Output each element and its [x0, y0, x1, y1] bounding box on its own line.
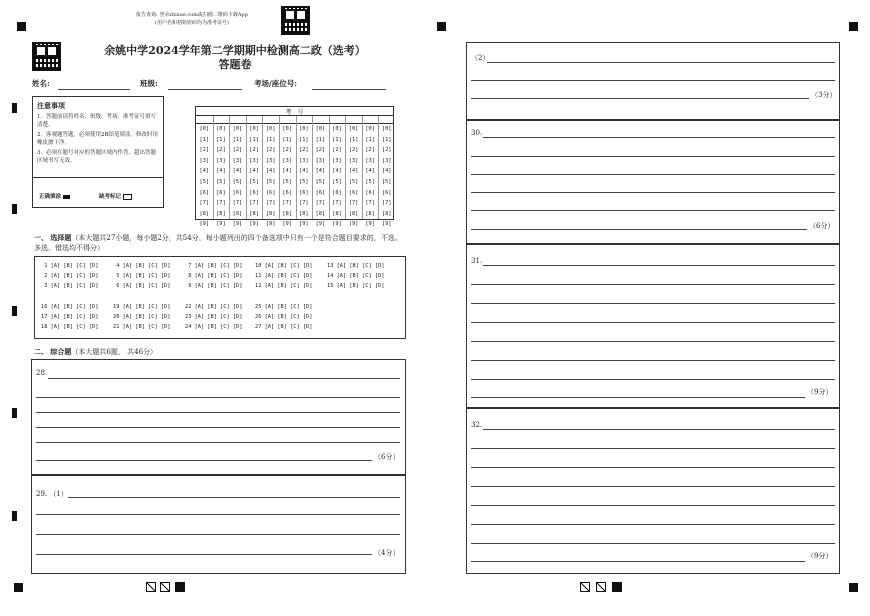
name-field[interactable]: [58, 89, 130, 90]
exam-digit-bubble[interactable]: [7]: [315, 200, 326, 207]
choice-question-14[interactable]: 14 [A] [B] [C] [D]: [327, 273, 385, 279]
exam-number-column[interactable]: [312, 124, 329, 230]
exam-digit-bubble[interactable]: [5]: [299, 178, 309, 185]
answer-line[interactable]: [68, 497, 400, 498]
answer-line[interactable]: [471, 486, 835, 487]
exam-digit-bubble[interactable]: [4]: [265, 168, 276, 175]
exam-digit-bubble[interactable]: [9]: [265, 221, 276, 228]
exam-digit-bubble[interactable]: [9]: [365, 221, 375, 228]
answer-line[interactable]: [36, 427, 400, 428]
choice-question-4[interactable]: 4 [A] [B] [C] [D]: [113, 263, 171, 269]
exam-digit-bubble[interactable]: [9]: [282, 221, 292, 228]
choice-question-9[interactable]: 9 [A] [B] [C] [D]: [185, 283, 243, 289]
choice-question-16[interactable]: 16 [A] [B] [C] [D]: [41, 304, 99, 310]
choice-question-22[interactable]: 22 [A] [B] [C] [D]: [185, 304, 243, 310]
exam-number-column[interactable]: [213, 124, 230, 230]
answer-line[interactable]: [471, 80, 835, 81]
answer-line[interactable]: [36, 514, 400, 515]
missing-mark-label: 缺考标记: [99, 193, 132, 201]
exam-digit-bubble[interactable]: [6]: [282, 189, 292, 196]
exam-digit-bubble[interactable]: [2]: [299, 147, 309, 154]
answer-box-31: [466, 244, 840, 408]
answer-box-29: [31, 475, 406, 574]
exam-digit-bubble[interactable]: [0]: [216, 126, 226, 132]
answer-line[interactable]: [471, 322, 835, 323]
exam-digit-bubble[interactable]: [4]: [381, 168, 392, 175]
exam-digit-bubble[interactable]: [8]: [299, 210, 309, 217]
question-29-score: （4分）: [374, 549, 400, 557]
answer-line[interactable]: [471, 341, 835, 342]
answer-line[interactable]: [471, 505, 835, 506]
exam-digit-bubble[interactable]: [4]: [365, 168, 375, 175]
exam-number-column[interactable]: [262, 124, 279, 230]
exam-digit-bubble[interactable]: [3]: [265, 157, 276, 164]
choice-question-18[interactable]: 18 [A] [B] [C] [D]: [41, 324, 99, 330]
exam-digit-bubble[interactable]: [4]: [216, 168, 226, 175]
exam-digit-bubble[interactable]: [7]: [216, 200, 226, 207]
exam-digit-bubble[interactable]: [4]: [249, 168, 259, 175]
exam-digit-bubble[interactable]: [0]: [282, 126, 292, 132]
exam-digit-bubble[interactable]: [2]: [365, 147, 375, 154]
exam-digit-bubble[interactable]: [1]: [332, 136, 342, 143]
timing-mark: [12, 511, 17, 521]
exam-digit-bubble[interactable]: [6]: [381, 189, 392, 196]
exam-digit-bubble[interactable]: [1]: [299, 136, 309, 143]
exam-digit-bubble[interactable]: [5]: [332, 178, 342, 185]
answer-line[interactable]: [36, 442, 400, 443]
question-29-label: 29. （1）: [36, 490, 68, 498]
answer-line[interactable]: [487, 62, 835, 63]
exam-digit-bubble[interactable]: [7]: [249, 200, 259, 207]
page-code-box: [580, 582, 590, 592]
exam-digit-bubble[interactable]: [4]: [348, 168, 359, 175]
exam-digit-bubble[interactable]: [1]: [381, 136, 392, 143]
question-29-2-score: （3分）: [811, 91, 837, 99]
answer-line[interactable]: [471, 448, 835, 449]
answer-line[interactable]: [471, 379, 835, 380]
exam-digit-bubble[interactable]: [6]: [232, 189, 243, 196]
page-title: 余姚中学2024学年第二学期期中检测高二政（选考）: [104, 44, 366, 57]
question-28-score: （6分）: [374, 453, 400, 461]
exam-digit-bubble[interactable]: [4]: [199, 168, 210, 175]
class-label: 班级:: [140, 79, 158, 88]
exam-digit-bubble[interactable]: [8]: [381, 210, 392, 217]
answer-line[interactable]: [471, 397, 805, 398]
exam-digit-bubble[interactable]: [5]: [348, 178, 359, 185]
choice-question-13[interactable]: 13 [A] [B] [C] [D]: [327, 263, 385, 269]
exam-digit-bubble[interactable]: [8]: [282, 210, 292, 217]
exam-digit-bubble[interactable]: [4]: [315, 168, 326, 175]
exam-digit-bubble[interactable]: [5]: [282, 178, 292, 185]
notes-item: 2．客观题答题，必须使用2B铅笔填涂，修改时用橡皮擦干净。: [37, 132, 159, 146]
exam-digit-bubble[interactable]: [8]: [315, 210, 326, 217]
choice-question-15[interactable]: 15 [A] [B] [C] [D]: [327, 283, 385, 289]
answer-line[interactable]: [471, 192, 835, 193]
answer-line[interactable]: [36, 554, 372, 555]
exam-digit-bubble[interactable]: [6]: [332, 189, 342, 196]
exam-number-column[interactable]: [279, 124, 296, 230]
notes-box: [32, 96, 164, 208]
exam-digit-bubble[interactable]: [7]: [332, 200, 342, 207]
answer-line[interactable]: [483, 137, 835, 138]
answer-line[interactable]: [36, 412, 400, 413]
exam-digit-bubble[interactable]: [8]: [216, 210, 226, 217]
choice-question-3[interactable]: 3 [A] [B] [C] [D]: [41, 283, 99, 289]
question-28-label: 28.: [36, 369, 48, 377]
answer-box-29-2: [466, 42, 840, 120]
exam-digit-bubble[interactable]: [2]: [216, 147, 226, 154]
exam-digit-bubble[interactable]: [9]: [249, 221, 259, 228]
exam-digit-bubble[interactable]: [5]: [249, 178, 259, 185]
exam-digit-bubble[interactable]: [7]: [265, 200, 276, 207]
exam-digit-bubble[interactable]: [9]: [299, 221, 309, 228]
exam-number-column[interactable]: [246, 124, 263, 230]
choice-question-26[interactable]: 26 [A] [B] [C] [D]: [255, 314, 313, 320]
choice-question-2[interactable]: 2 [A] [B] [C] [D]: [41, 273, 99, 279]
question-31-label: 31.: [471, 257, 483, 265]
choice-question-24[interactable]: 24 [A] [B] [C] [D]: [185, 324, 243, 330]
exam-number-column[interactable]: [296, 124, 313, 230]
timing-mark: [12, 306, 17, 316]
page-subtitle: 答题卷: [218, 58, 252, 71]
exam-digit-bubble[interactable]: [7]: [348, 200, 359, 207]
exam-digit-bubble[interactable]: [6]: [249, 189, 259, 196]
choice-question-8[interactable]: 8 [A] [B] [C] [D]: [185, 273, 243, 279]
choice-question-25[interactable]: 25 [A] [B] [C] [D]: [255, 304, 313, 310]
answer-line[interactable]: [471, 174, 835, 175]
exam-digit-bubble[interactable]: [0]: [249, 126, 259, 132]
answer-line[interactable]: [471, 210, 835, 211]
exam-digit-bubble[interactable]: [1]: [199, 136, 210, 143]
question-31-score: （9分）: [807, 388, 833, 396]
exam-number-label: 考 号: [196, 107, 393, 116]
timing-mark: [12, 204, 17, 214]
exam-digit-bubble[interactable]: [3]: [315, 157, 326, 164]
answer-line[interactable]: [471, 360, 835, 361]
exam-digit-bubble[interactable]: [5]: [365, 178, 375, 185]
exam-digit-bubble[interactable]: [9]: [232, 221, 243, 228]
exam-number-column[interactable]: [229, 124, 246, 230]
exam-digit-bubble[interactable]: [9]: [315, 221, 326, 228]
correct-fill-label: 正确填涂: [39, 193, 70, 201]
exam-digit-bubble[interactable]: [4]: [299, 168, 309, 175]
exam-digit-bubble[interactable]: [8]: [199, 210, 210, 217]
choice-question-7[interactable]: 7 [A] [B] [C] [D]: [185, 263, 243, 269]
exam-number-column[interactable]: [345, 124, 362, 230]
notes-item: 3．必须在题号对应的答题区域内作答，超出答题区域书写无效。: [37, 150, 157, 164]
page-code-box: [596, 582, 606, 592]
exam-digit-bubble[interactable]: [3]: [249, 157, 259, 164]
exam-digit-bubble[interactable]: [6]: [299, 189, 309, 196]
exam-number-grid[interactable]: [195, 106, 394, 228]
exam-digit-bubble[interactable]: [4]: [282, 168, 292, 175]
timing-mark: [12, 408, 17, 418]
exam-digit-bubble[interactable]: [3]: [232, 157, 243, 164]
exam-digit-bubble[interactable]: [3]: [381, 157, 392, 164]
exam-digit-bubble[interactable]: [3]: [348, 157, 359, 164]
exam-digit-bubble[interactable]: [8]: [365, 210, 375, 217]
exam-digit-bubble[interactable]: [5]: [381, 178, 392, 185]
answer-line[interactable]: [483, 265, 835, 266]
corner-mark-bl: [14, 583, 23, 592]
exam-digit-bubble[interactable]: [4]: [232, 168, 243, 175]
choice-question-27[interactable]: 27 [A] [B] [C] [D]: [255, 324, 313, 330]
exam-digit-bubble[interactable]: [2]: [381, 147, 392, 154]
exam-digit-bubble[interactable]: [2]: [232, 147, 243, 154]
choice-answer-box: [34, 256, 406, 339]
exam-digit-bubble[interactable]: [6]: [265, 189, 276, 196]
choice-question-1[interactable]: 1 [A] [B] [C] [D]: [41, 263, 99, 269]
answer-box-28: [31, 359, 406, 475]
room-seat-field[interactable]: [312, 89, 386, 90]
exam-digit-bubble[interactable]: [5]: [265, 178, 276, 185]
answer-line[interactable]: [471, 543, 835, 544]
answer-line[interactable]: [471, 156, 835, 157]
choice-question-11[interactable]: 11 [A] [B] [C] [D]: [255, 273, 313, 279]
choice-question-21[interactable]: 21 [A] [B] [C] [D]: [113, 324, 171, 330]
page-code-fill: [612, 582, 622, 592]
exam-digit-bubble[interactable]: [7]: [365, 200, 375, 207]
corner-mark-br: [849, 583, 858, 592]
exam-digit-bubble[interactable]: [2]: [199, 147, 210, 154]
exam-digit-bubble[interactable]: [0]: [348, 126, 359, 132]
exam-number-column[interactable]: [329, 124, 346, 230]
answer-line[interactable]: [36, 397, 400, 398]
exam-digit-bubble[interactable]: [5]: [216, 178, 226, 185]
exam-number-column[interactable]: [196, 124, 213, 230]
corner-mark-tr: [849, 22, 858, 31]
answer-line[interactable]: [36, 534, 400, 535]
exam-digit-bubble[interactable]: [7]: [199, 200, 210, 207]
exam-digit-bubble[interactable]: [3]: [199, 157, 210, 164]
exam-digit-bubble[interactable]: [1]: [348, 136, 359, 143]
page-code-box: [160, 582, 170, 592]
question-29-2-label: （2）: [471, 54, 490, 62]
corner-mark-tr-left: [437, 22, 446, 31]
report-notice: 报告查询: 登录zhixue.com或扫描二维码下载App (用户名和初始密码均为准考证号): [136, 12, 248, 26]
question-32-score: （9分）: [807, 552, 833, 560]
exam-digit-bubble[interactable]: [8]: [249, 210, 259, 217]
exam-number-column[interactable]: [378, 124, 395, 230]
exam-digit-bubble[interactable]: [3]: [299, 157, 309, 164]
notes-title: 注意事项: [37, 101, 65, 110]
class-field[interactable]: [168, 89, 242, 90]
exam-digit-bubble[interactable]: [1]: [315, 136, 326, 143]
exam-digit-bubble[interactable]: [8]: [265, 210, 276, 217]
exam-digit-bubble[interactable]: [1]: [265, 136, 276, 143]
exam-digit-bubble[interactable]: [1]: [216, 136, 226, 143]
exam-digit-bubble[interactable]: [1]: [282, 136, 292, 143]
answer-line[interactable]: [471, 524, 835, 525]
exam-digit-bubble[interactable]: [3]: [282, 157, 292, 164]
exam-digit-bubble[interactable]: [0]: [199, 126, 210, 132]
exam-digit-bubble[interactable]: [5]: [232, 178, 243, 185]
exam-digit-bubble[interactable]: [2]: [315, 147, 326, 154]
exam-digit-bubble[interactable]: [3]: [216, 157, 226, 164]
choice-question-19[interactable]: 19 [A] [B] [C] [D]: [113, 304, 171, 310]
exam-digit-bubble[interactable]: [6]: [365, 189, 375, 196]
answer-line[interactable]: [471, 98, 809, 99]
name-label: 姓名:: [32, 79, 50, 88]
exam-digit-bubble[interactable]: [7]: [282, 200, 292, 207]
qr-code-sheet: [32, 42, 61, 71]
answer-line[interactable]: [471, 467, 835, 468]
exam-digit-bubble[interactable]: [0]: [315, 126, 326, 132]
filled-bubble-icon: [63, 195, 70, 199]
exam-digit-bubble[interactable]: [0]: [232, 126, 243, 132]
choice-question-17[interactable]: 17 [A] [B] [C] [D]: [41, 314, 99, 320]
exam-digit-bubble[interactable]: [2]: [249, 147, 259, 154]
exam-digit-bubble[interactable]: [8]: [232, 210, 243, 217]
page-code-box: [146, 582, 156, 592]
answer-line[interactable]: [483, 429, 835, 430]
answer-box-32: [466, 408, 840, 574]
exam-digit-bubble[interactable]: [2]: [282, 147, 292, 154]
exam-digit-bubble[interactable]: [1]: [232, 136, 243, 143]
exam-digit-bubble[interactable]: [5]: [315, 178, 326, 185]
exam-number-column[interactable]: [362, 124, 379, 230]
exam-digit-bubble[interactable]: [4]: [332, 168, 342, 175]
exam-digit-bubble[interactable]: [6]: [315, 189, 326, 196]
exam-digit-bubble[interactable]: [9]: [348, 221, 359, 228]
missing-mark-checkbox[interactable]: [123, 194, 132, 200]
exam-digit-bubble[interactable]: [7]: [232, 200, 243, 207]
choice-question-6[interactable]: 6 [A] [B] [C] [D]: [113, 283, 171, 289]
answer-line[interactable]: [471, 561, 805, 562]
exam-digit-bubble[interactable]: [8]: [348, 210, 359, 217]
choice-question-10[interactable]: 10 [A] [B] [C] [D]: [255, 263, 313, 269]
exam-digit-bubble[interactable]: [3]: [332, 157, 342, 164]
room-seat-label: 考场/座位号:: [254, 79, 298, 88]
exam-digit-bubble[interactable]: [1]: [249, 136, 259, 143]
exam-digit-bubble[interactable]: [0]: [299, 126, 309, 132]
choice-question-12[interactable]: 12 [A] [B] [C] [D]: [255, 283, 313, 289]
answer-line[interactable]: [471, 303, 835, 304]
exam-digit-bubble[interactable]: [0]: [332, 126, 342, 132]
timing-mark: [12, 103, 17, 113]
choice-question-23[interactable]: 23 [A] [B] [C] [D]: [185, 314, 243, 320]
exam-digit-bubble[interactable]: [9]: [199, 221, 210, 228]
notes-item: 1．答题前请将姓名、班级、考场、准考证号填写清楚。: [37, 114, 157, 128]
answer-line[interactable]: [471, 229, 807, 230]
exam-digit-bubble[interactable]: [1]: [365, 136, 375, 143]
exam-digit-bubble[interactable]: [3]: [365, 157, 375, 164]
question-32-label: 32.: [471, 421, 483, 429]
exam-digit-bubble[interactable]: [7]: [381, 200, 392, 207]
question-30-label: 30.: [471, 129, 483, 137]
corner-mark-tl: [17, 22, 26, 31]
answer-box-30: [466, 120, 840, 244]
exam-digit-bubble[interactable]: [2]: [348, 147, 359, 154]
exam-digit-bubble[interactable]: [2]: [332, 147, 342, 154]
exam-digit-bubble[interactable]: [6]: [216, 189, 226, 196]
exam-digit-bubble[interactable]: [8]: [332, 210, 342, 217]
exam-digit-bubble[interactable]: [9]: [381, 221, 392, 228]
exam-digit-bubble[interactable]: [2]: [265, 147, 276, 154]
choice-question-20[interactable]: 20 [A] [B] [C] [D]: [113, 314, 171, 320]
exam-digit-bubble[interactable]: [0]: [265, 126, 276, 132]
answer-line[interactable]: [48, 378, 400, 379]
choice-question-5[interactable]: 5 [A] [B] [C] [D]: [113, 273, 171, 279]
page-code-fill: [175, 582, 185, 592]
exam-digit-bubble[interactable]: [0]: [365, 126, 375, 132]
exam-digit-bubble[interactable]: [9]: [332, 221, 342, 228]
section1-heading: 一、 选择题（本大题共27小题，每小题2分，共54分，每小题列出的四个备选项中只有一个是符合题目要求的，不选、多选、错选均不得分）: [34, 233, 402, 252]
section2-heading: 二、 综合题（本大题共6题， 共46分）: [34, 347, 158, 356]
question-30-score: （6分）: [809, 222, 835, 230]
qr-code-app: [281, 6, 310, 35]
exam-digit-bubble[interactable]: [7]: [299, 200, 309, 207]
exam-digit-bubble[interactable]: [6]: [348, 189, 359, 196]
answer-line[interactable]: [471, 284, 835, 285]
exam-digit-bubble[interactable]: [9]: [216, 221, 226, 228]
exam-digit-bubble[interactable]: [6]: [199, 189, 210, 196]
exam-digit-bubble[interactable]: [0]: [381, 126, 392, 132]
answer-line[interactable]: [36, 460, 372, 461]
exam-digit-bubble[interactable]: [5]: [199, 178, 210, 185]
